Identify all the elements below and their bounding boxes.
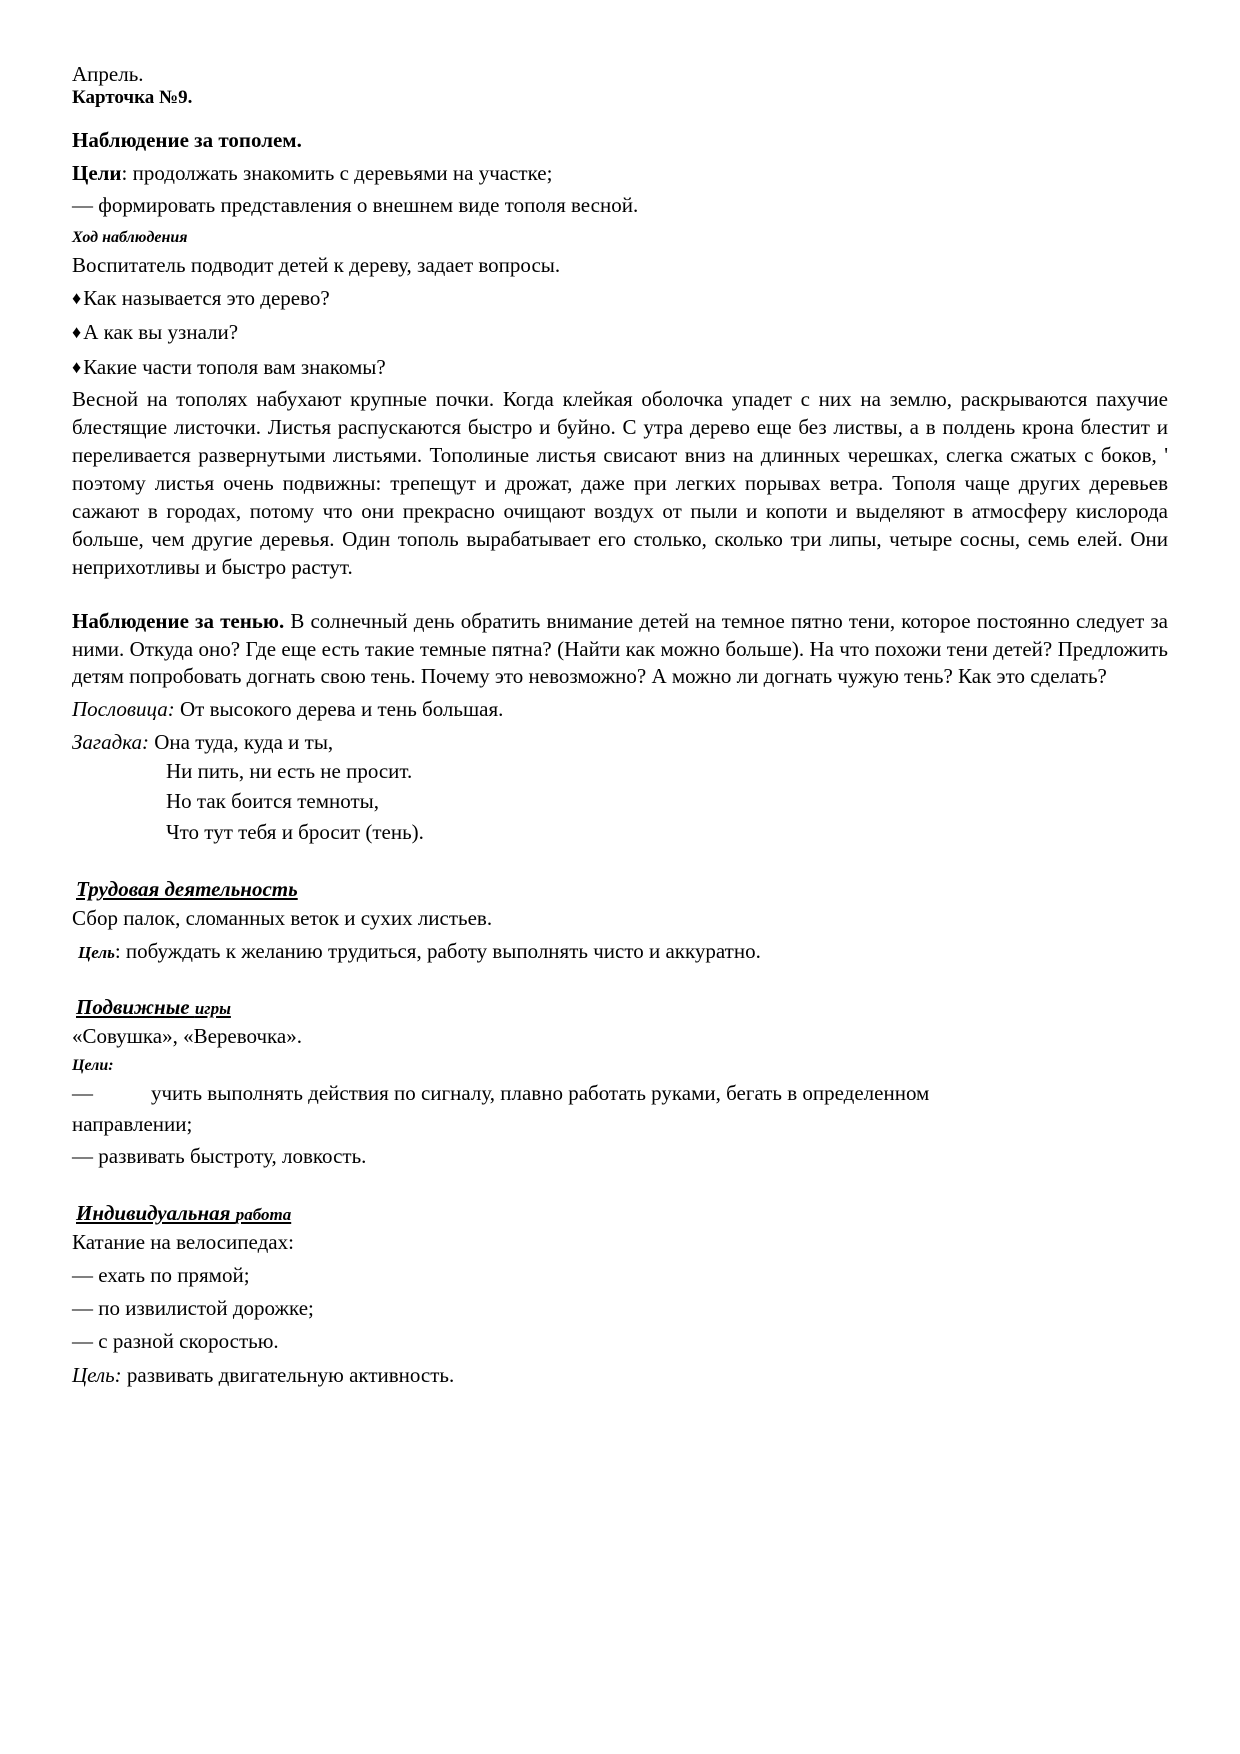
card-number: Карточка №9.	[72, 87, 193, 109]
diamond-bullet-icon: ♦	[72, 322, 82, 343]
individual-text: Катание на велосипедах:	[72, 1230, 294, 1255]
question-text: Какие части тополя вам знакомы?	[83, 354, 386, 379]
diamond-bullet-icon: ♦	[72, 287, 82, 308]
riddle-line-4: Что тут тебя и бросит (тень).	[166, 819, 424, 844]
games-heading-small: игры	[194, 999, 231, 1019]
individual-heading	[76, 1201, 291, 1226]
games-aim-2: — развивать быстроту, ловкость.	[72, 1143, 367, 1168]
games-aim-1	[72, 1079, 1168, 1107]
individual-section	[72, 1201, 1168, 1226]
question-item	[72, 353, 1168, 382]
proverb-line	[72, 695, 1168, 723]
individual-goal	[72, 1361, 1168, 1389]
proverb-label: Пословица:	[72, 697, 175, 722]
dash-marker: —	[72, 1081, 93, 1106]
riddle-line-3: Но так боится темноты,	[166, 789, 379, 814]
question-item	[72, 284, 1168, 313]
observation-shadow-paragraph	[72, 608, 1168, 692]
observation-tree-goal-2: — формировать представления о внешнем виде тополя весной.	[72, 193, 639, 218]
labor-goal	[78, 937, 1168, 965]
goal-text: : продолжать знакомить с деревьями на участке;	[121, 161, 553, 186]
observation-tree-body: Весной на тополях набухают крупные почки. Когда клейкая оболочка упадет с них на землю, раскрываются пахучие блестящие листочки. Листья распускаются быстро и буйно. С утра дерево еще без листвы, а в полдень крона блестит и переливается развернутыми листьями. Тополиные листья свисают вниз на длинных черешках, слегка сжатых с боков, ' поэтому листья очень подвижны: трепещут и дрожат, даже при легких порывах ветра. Тополя чаще других деревьев сажают в городах, потому что они прекрасно очищают воздух от пыли и копоти и выделяют в атмосферу кислорода больше, чем другие деревья. Один тополь вырабатывает его столько, сколько три липы, четыре сосны, семь елей. Они неприхотливы и быстро растут.	[72, 387, 1168, 579]
observation-intro: Воспитатель подводит детей к дереву, задает вопросы.	[72, 252, 561, 277]
games-heading-main: Подвижные	[76, 995, 195, 1020]
month-heading	[72, 62, 1168, 86]
games-heading	[76, 995, 231, 1020]
question-text: А как вы узнали?	[83, 320, 239, 345]
labor-section	[72, 877, 1168, 902]
labor-text: Сбор палок, сломанных веток и сухих листьев.	[72, 906, 493, 931]
games-aim-1-cont: направлении;	[72, 1111, 193, 1136]
course-of-observation-label: Ход наблюдения	[72, 228, 188, 246]
riddle-first-line: Она туда, куда и ты,	[149, 729, 334, 754]
individual-heading-main: Индивидуальная	[76, 1201, 236, 1226]
individual-goal-label: Цель:	[72, 1362, 122, 1387]
observation-tree-goal	[72, 159, 1168, 187]
document-body	[72, 62, 1168, 1389]
individual-item: — ехать по прямой;	[72, 1262, 250, 1287]
observation-shadow-body: В солнечный день обратить внимание детей на темное пятно тени, которое постоянно следует за ними. Откуда оно? Где еще есть такие темные пятна? (Найти как можно больше). На что похожи тени детей? Предложить детям попробовать догнать свою тень. Почему это невозможно? А можно ли догнать чужую тень? Как это сделать?	[72, 608, 1169, 689]
labor-heading: Трудовая деятельность	[76, 877, 298, 902]
goal-label: Цели	[72, 161, 122, 186]
riddle-line-2: Ни пить, ни есть не просит.	[166, 759, 413, 784]
question-item	[72, 318, 1168, 347]
individual-item: — с разной скоростью.	[72, 1329, 279, 1354]
diamond-bullet-icon: ♦	[72, 356, 82, 377]
observation-tree-title: Наблюдение за тополем.	[72, 127, 302, 152]
games-aim-1-text: учить выполнять действия по сигналу, плавно работать руками, бегать в определенном	[151, 1081, 930, 1106]
individual-goal-text: развивать двигательную активность.	[121, 1362, 455, 1387]
proverb-text: От высокого дерева и тень большая.	[174, 697, 504, 722]
question-text: Как называется это дерево?	[83, 285, 330, 310]
riddle-line	[72, 728, 1168, 756]
individual-heading-small: работа	[235, 1205, 292, 1225]
labor-goal-label: Цель	[78, 942, 115, 962]
individual-item: — по извилистой дорожке;	[72, 1295, 314, 1320]
riddle-label: Загадка:	[72, 729, 150, 754]
labor-goal-text: : побуждать к желанию трудиться, работу выполнять чисто и аккуратно.	[114, 938, 761, 963]
month-text: Апрель.	[72, 62, 144, 86]
games-section	[72, 995, 1168, 1020]
games-aims-label: Цели:	[72, 1057, 114, 1075]
games-list: «Совушка», «Веревочка».	[72, 1024, 302, 1049]
observation-shadow-title: Наблюдение за тенью.	[72, 608, 285, 633]
